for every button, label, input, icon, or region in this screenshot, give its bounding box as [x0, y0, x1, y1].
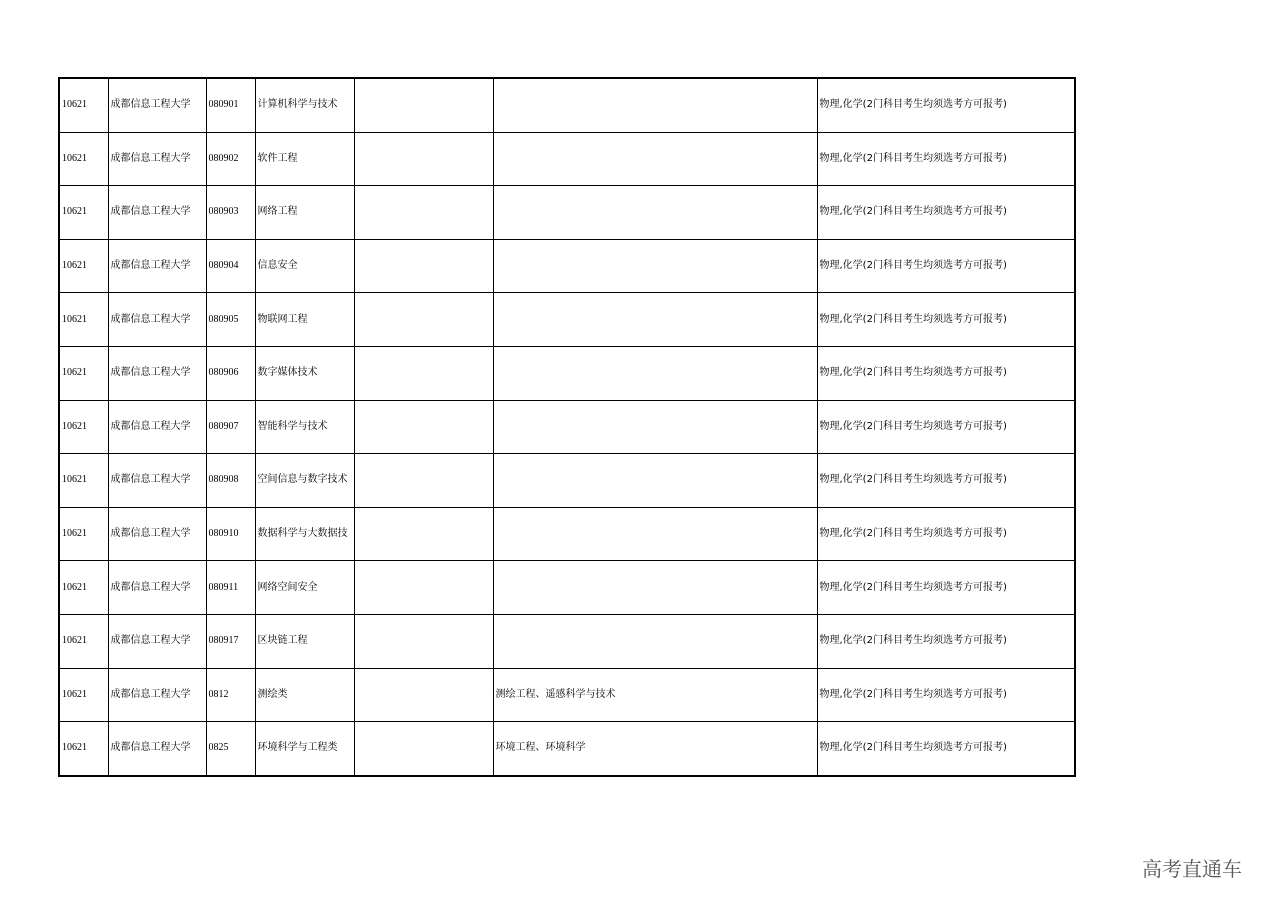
school-name-cell: 成都信息工程大学 [108, 561, 206, 615]
school-name-cell: 成都信息工程大学 [108, 239, 206, 293]
school-code-cell: 10621 [59, 186, 108, 240]
major-name-cell: 数字媒体技术 [255, 346, 354, 400]
school-code-cell: 10621 [59, 239, 108, 293]
subject-requirement-cell: 物理,化学(2门科目考生均须选考方可报考) [817, 561, 1075, 615]
table-row [59, 614, 1075, 668]
major-code-cell: 080908 [206, 454, 255, 508]
school-code-cell: 10621 [59, 346, 108, 400]
school-code-cell: 10621 [59, 400, 108, 454]
school-name-cell: 成都信息工程大学 [108, 507, 206, 561]
empty-cell [354, 454, 493, 508]
empty-cell [354, 293, 493, 347]
major-name-cell: 信息安全 [255, 239, 354, 293]
major-name-cell: 计算机科学与技术 [255, 78, 354, 132]
included-majors-cell [493, 186, 817, 240]
included-majors-cell [493, 78, 817, 132]
school-name-cell: 成都信息工程大学 [108, 722, 206, 776]
major-code-cell: 080907 [206, 400, 255, 454]
subject-requirement-cell: 物理,化学(2门科目考生均须选考方可报考) [817, 186, 1075, 240]
major-code-cell: 080901 [206, 78, 255, 132]
admission-requirements-table [58, 77, 1076, 777]
subject-requirement-cell: 物理,化学(2门科目考生均须选考方可报考) [817, 722, 1075, 776]
school-code-cell: 10621 [59, 722, 108, 776]
subject-requirement-cell: 物理,化学(2门科目考生均须选考方可报考) [817, 614, 1075, 668]
school-code-cell: 10621 [59, 132, 108, 186]
included-majors-cell [493, 400, 817, 454]
table-row [59, 78, 1075, 132]
subject-requirement-cell: 物理,化学(2门科目考生均须选考方可报考) [817, 293, 1075, 347]
school-code-cell: 10621 [59, 561, 108, 615]
school-name-cell: 成都信息工程大学 [108, 400, 206, 454]
table-row [59, 346, 1075, 400]
table-row [59, 454, 1075, 508]
school-name-cell: 成都信息工程大学 [108, 293, 206, 347]
subject-requirement-cell: 物理,化学(2门科目考生均须选考方可报考) [817, 239, 1075, 293]
major-code-cell: 080911 [206, 561, 255, 615]
included-majors-cell [493, 132, 817, 186]
school-name-cell: 成都信息工程大学 [108, 668, 206, 722]
major-name-cell: 空间信息与数字技术 [255, 454, 354, 508]
school-name-cell: 成都信息工程大学 [108, 346, 206, 400]
table-row [59, 507, 1075, 561]
table-row [59, 561, 1075, 615]
major-name-cell: 物联网工程 [255, 293, 354, 347]
table-row [59, 400, 1075, 454]
included-majors-cell [493, 239, 817, 293]
empty-cell [354, 132, 493, 186]
empty-cell [354, 722, 493, 776]
subject-requirement-cell: 物理,化学(2门科目考生均须选考方可报考) [817, 668, 1075, 722]
table-row [59, 668, 1075, 722]
major-name-cell: 数据科学与大数据技 [255, 507, 354, 561]
subject-requirement-cell: 物理,化学(2门科目考生均须选考方可报考) [817, 400, 1075, 454]
included-majors-cell [493, 346, 817, 400]
empty-cell [354, 668, 493, 722]
empty-cell [354, 78, 493, 132]
major-code-cell: 0825 [206, 722, 255, 776]
included-majors-cell [493, 614, 817, 668]
major-name-cell: 环境科学与工程类 [255, 722, 354, 776]
school-code-cell: 10621 [59, 293, 108, 347]
subject-requirement-cell: 物理,化学(2门科目考生均须选考方可报考) [817, 454, 1075, 508]
subject-requirement-cell: 物理,化学(2门科目考生均须选考方可报考) [817, 78, 1075, 132]
school-name-cell: 成都信息工程大学 [108, 454, 206, 508]
school-name-cell: 成都信息工程大学 [108, 614, 206, 668]
major-name-cell: 区块链工程 [255, 614, 354, 668]
school-code-cell: 10621 [59, 454, 108, 508]
included-majors-cell [493, 454, 817, 508]
table-row [59, 132, 1075, 186]
major-code-cell: 080906 [206, 346, 255, 400]
major-code-cell: 0812 [206, 668, 255, 722]
empty-cell [354, 614, 493, 668]
empty-cell [354, 507, 493, 561]
table-body [59, 78, 1075, 776]
subject-requirement-cell: 物理,化学(2门科目考生均须选考方可报考) [817, 346, 1075, 400]
empty-cell [354, 346, 493, 400]
school-code-cell: 10621 [59, 78, 108, 132]
table-row [59, 186, 1075, 240]
included-majors-cell: 环境工程、环境科学 [493, 722, 817, 776]
included-majors-cell: 测绘工程、遥感科学与技术 [493, 668, 817, 722]
empty-cell [354, 400, 493, 454]
school-name-cell: 成都信息工程大学 [108, 186, 206, 240]
empty-cell [354, 239, 493, 293]
school-name-cell: 成都信息工程大学 [108, 78, 206, 132]
school-name-cell: 成都信息工程大学 [108, 132, 206, 186]
major-code-cell: 080904 [206, 239, 255, 293]
major-code-cell: 080903 [206, 186, 255, 240]
included-majors-cell [493, 507, 817, 561]
table-row [59, 293, 1075, 347]
empty-cell [354, 186, 493, 240]
school-code-cell: 10621 [59, 614, 108, 668]
school-code-cell: 10621 [59, 668, 108, 722]
table-row [59, 239, 1075, 293]
major-name-cell: 网络空间安全 [255, 561, 354, 615]
major-name-cell: 网络工程 [255, 186, 354, 240]
major-name-cell: 测绘类 [255, 668, 354, 722]
included-majors-cell [493, 293, 817, 347]
empty-cell [354, 561, 493, 615]
major-code-cell: 080910 [206, 507, 255, 561]
included-majors-cell [493, 561, 817, 615]
school-code-cell: 10621 [59, 507, 108, 561]
watermark-logo-text: 高考直通车 [1142, 857, 1242, 881]
major-code-cell: 080902 [206, 132, 255, 186]
major-name-cell: 软件工程 [255, 132, 354, 186]
major-code-cell: 080905 [206, 293, 255, 347]
major-name-cell: 智能科学与技术 [255, 400, 354, 454]
table-row [59, 722, 1075, 776]
major-code-cell: 080917 [206, 614, 255, 668]
subject-requirement-cell: 物理,化学(2门科目考生均须选考方可报考) [817, 132, 1075, 186]
subject-requirement-cell: 物理,化学(2门科目考生均须选考方可报考) [817, 507, 1075, 561]
